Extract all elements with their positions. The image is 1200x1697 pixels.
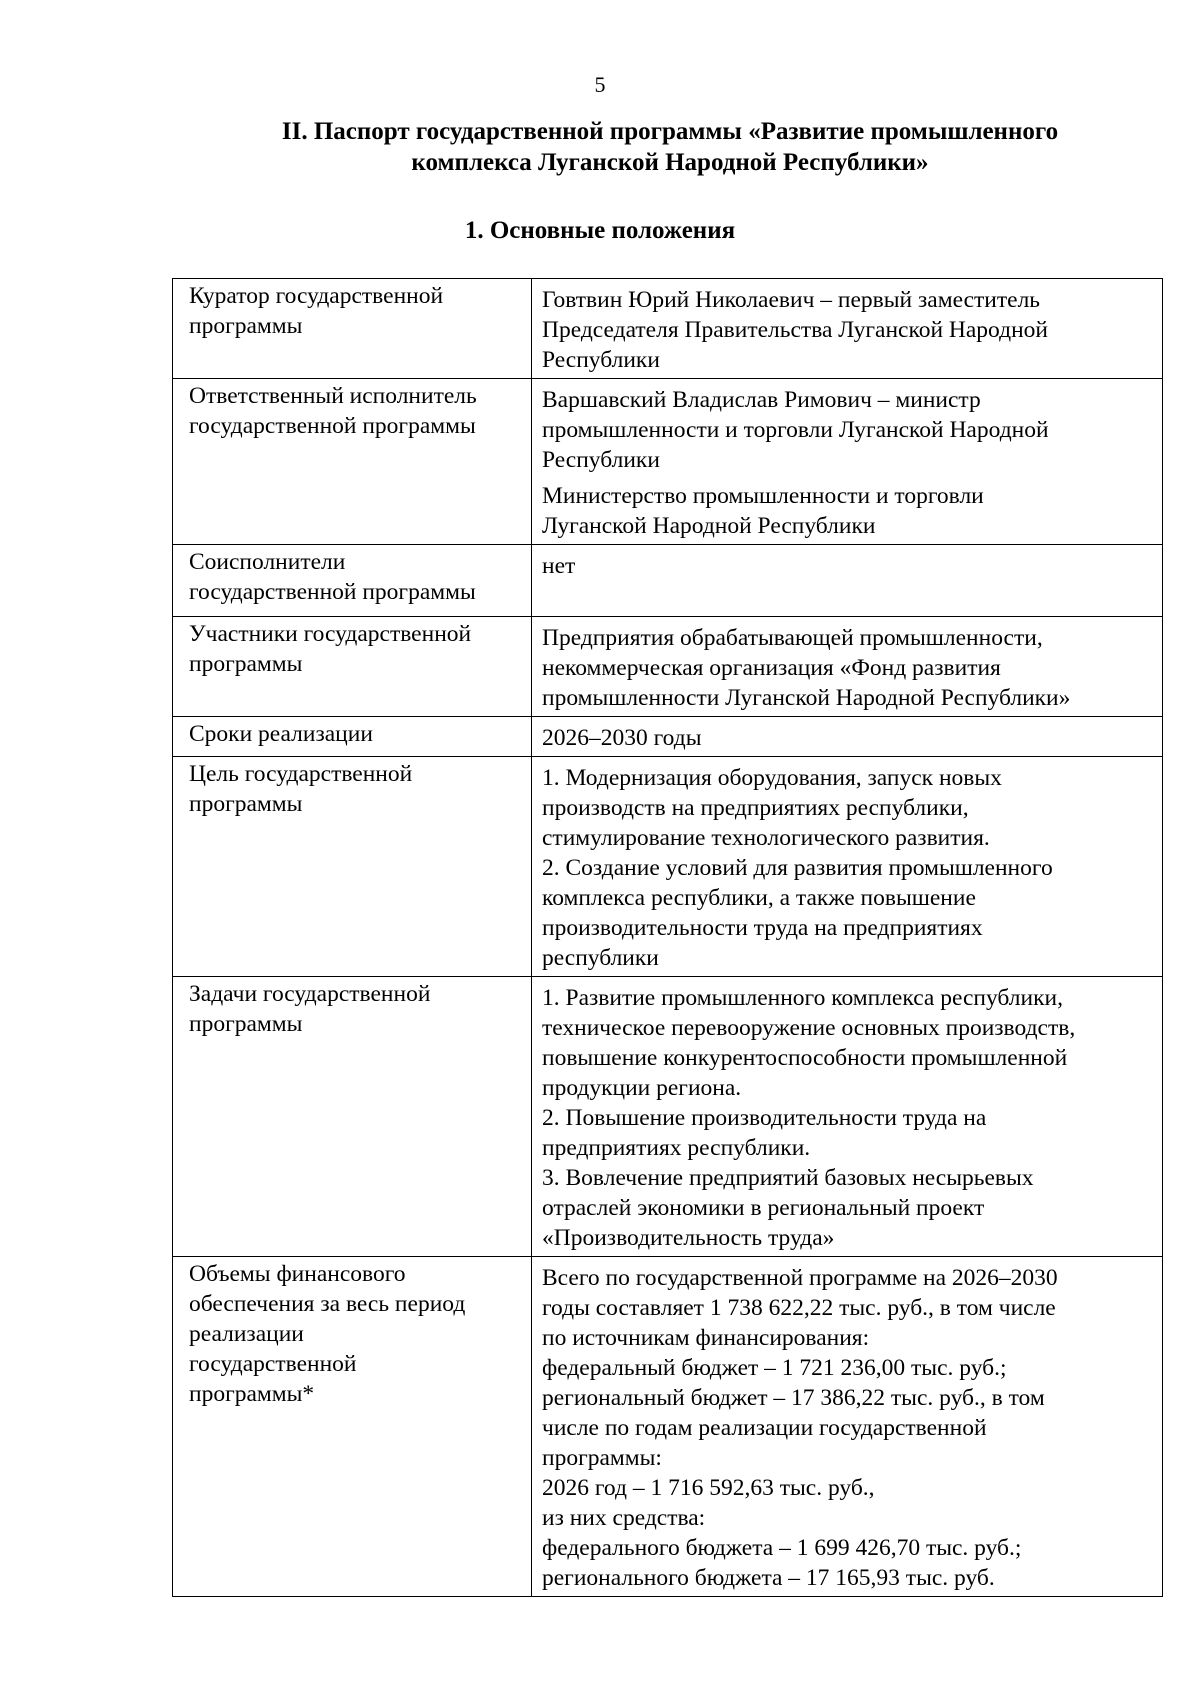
table-row-curator: [173, 279, 1163, 379]
row-value-cell: [532, 379, 1163, 545]
row-value-line: Варшавский Владислав Римович – министр: [542, 387, 981, 413]
passport-table-body: [173, 279, 1163, 1597]
row-value-line: промышленности и торговли Луганской Народной: [542, 417, 1049, 443]
passport-table: [172, 278, 1163, 1597]
row-label-line: Цель государственной: [189, 761, 413, 787]
row-value-line: Министерство промышленности и торговли: [542, 483, 984, 509]
row-value-paragraph: [542, 481, 1154, 541]
row-label-line: программы: [189, 1011, 303, 1037]
row-value-line: числе по годам реализации государственной: [542, 1415, 987, 1441]
row-value-line: Луганской Народной Республики: [542, 513, 876, 539]
row-value-line: продукции региона.: [542, 1075, 742, 1101]
row-label-line: государственной программы: [189, 413, 476, 439]
row-value-paragraph: [542, 1263, 1154, 1593]
table-row-participants: [173, 617, 1163, 717]
row-label-cell: [173, 757, 532, 977]
row-label-cell: [173, 545, 532, 617]
row-label-cell: [173, 717, 532, 757]
row-value-cell: [532, 545, 1163, 617]
row-value-cell: [532, 977, 1163, 1257]
row-value-line: Председателя Правительства Луганской Народной: [542, 317, 1048, 343]
row-value-line: 1. Развитие промышленного комплекса республики,: [542, 985, 1063, 1011]
row-label-line: Задачи государственной: [189, 981, 431, 1007]
row-value-line: из них средства:: [542, 1505, 706, 1531]
row-label-line: программы: [189, 313, 303, 339]
row-value-line: 1. Модернизация оборудования, запуск новых: [542, 765, 1002, 791]
row-label-cell: [173, 379, 532, 545]
row-value-cell: [532, 757, 1163, 977]
table-row-tasks: [173, 977, 1163, 1257]
row-value-line: Республики: [542, 447, 660, 473]
row-label-cell: [173, 977, 532, 1257]
row-value-line: предприятиях республики.: [542, 1135, 811, 1161]
page-number: 5: [594, 72, 606, 97]
row-value-cell: [532, 717, 1163, 757]
section-title: [230, 116, 1110, 178]
row-value-line: техническое перевооружение основных производств,: [542, 1015, 1076, 1041]
section-title-line-1: II. Паспорт государственной программы «Развитие промышленного: [281, 118, 1059, 145]
row-value-paragraph: [542, 723, 1154, 753]
row-value-line: федеральный бюджет – 1 721 236,00 тыс. руб.;: [542, 1355, 1007, 1381]
row-value-paragraph: [542, 623, 1154, 713]
row-label-cell: [173, 1257, 532, 1597]
row-value-paragraph: [542, 385, 1154, 475]
section-title-line-2: комплекса Луганской Народной Республики»: [411, 149, 929, 176]
row-value-line: Предприятия обрабатывающей промышленности,: [542, 625, 1043, 651]
subsection-title: 1. Основные положения: [464, 217, 736, 244]
row-value-line: 3. Вовлечение предприятий базовых несырьевых: [542, 1165, 1034, 1191]
row-value-line: региональный бюджет – 17 386,22 тыс. руб., в том: [542, 1385, 1045, 1411]
row-value-line: Республики: [542, 347, 660, 373]
row-label-line: программы: [189, 651, 303, 677]
row-label-line: Соисполнители: [189, 549, 346, 575]
row-label-line: реализации: [189, 1321, 304, 1347]
row-label-line: обеспечения за весь период: [189, 1291, 466, 1317]
row-label-cell: [173, 617, 532, 717]
row-value-line: некоммерческая организация «Фонд развития: [542, 655, 1001, 681]
table-row-responsible-executor: [173, 379, 1163, 545]
table-row-timeline: [173, 717, 1163, 757]
row-label-line: Ответственный исполнитель: [189, 383, 477, 409]
row-value-line: Говтвин Юрий Николаевич – первый заместитель: [542, 287, 1041, 313]
row-value-line: 2. Повышение производительности труда на: [542, 1105, 987, 1131]
row-value-line: «Производительность труда»: [542, 1225, 835, 1251]
row-value-line: стимулирование технологического развития.: [542, 825, 990, 851]
row-value-line: нет: [542, 553, 576, 579]
row-value-paragraph: [542, 285, 1154, 375]
row-value-paragraph: [542, 551, 1154, 581]
row-label-line: государственной программы: [189, 579, 476, 605]
row-value-line: республики: [542, 945, 659, 971]
table-row-goal: [173, 757, 1163, 977]
row-value-line: годы составляет 1 738 622,22 тыс. руб., в том числе: [542, 1295, 1056, 1321]
row-value-line: 2026–2030 годы: [542, 725, 702, 751]
row-label-line: Куратор государственной: [189, 283, 444, 309]
row-label-line: Сроки реализации: [189, 721, 373, 747]
row-value-line: регионального бюджета – 17 165,93 тыс. руб.: [542, 1565, 995, 1591]
row-value-paragraph: [542, 983, 1154, 1253]
row-value-line: федерального бюджета – 1 699 426,70 тыс. руб.;: [542, 1535, 1022, 1561]
row-value-line: по источникам финансирования:: [542, 1325, 870, 1351]
row-label-line: программы: [189, 791, 303, 817]
table-row-co-executors: [173, 545, 1163, 617]
row-label-line: программы*: [189, 1381, 315, 1407]
row-value-line: производств на предприятиях республики,: [542, 795, 969, 821]
row-label-line: Участники государственной: [189, 621, 472, 647]
row-value-paragraph: [542, 763, 1154, 973]
row-label-line: государственной: [189, 1351, 357, 1377]
row-value-cell: [532, 617, 1163, 717]
row-value-line: промышленности Луганской Народной Республики»: [542, 685, 1071, 711]
row-value-line: 2. Создание условий для развития промышленного: [542, 855, 1053, 881]
row-value-line: отраслей экономики в региональный проект: [542, 1195, 985, 1221]
row-value-line: 2026 год – 1 716 592,63 тыс. руб.,: [542, 1475, 875, 1501]
row-value-line: программы:: [542, 1445, 662, 1471]
row-value-line: повышение конкурентоспособности промышленной: [542, 1045, 1068, 1071]
row-value-cell: [532, 1257, 1163, 1597]
row-value-line: Всего по государственной программе на 2026–2030: [542, 1265, 1058, 1291]
row-value-line: комплекса республики, а также повышение: [542, 885, 976, 911]
table-row-funding: [173, 1257, 1163, 1597]
row-label-line: Объемы финансового: [189, 1261, 406, 1287]
row-value-line: производительности труда на предприятиях: [542, 915, 983, 941]
row-label-cell: [173, 279, 532, 379]
row-value-cell: [532, 279, 1163, 379]
